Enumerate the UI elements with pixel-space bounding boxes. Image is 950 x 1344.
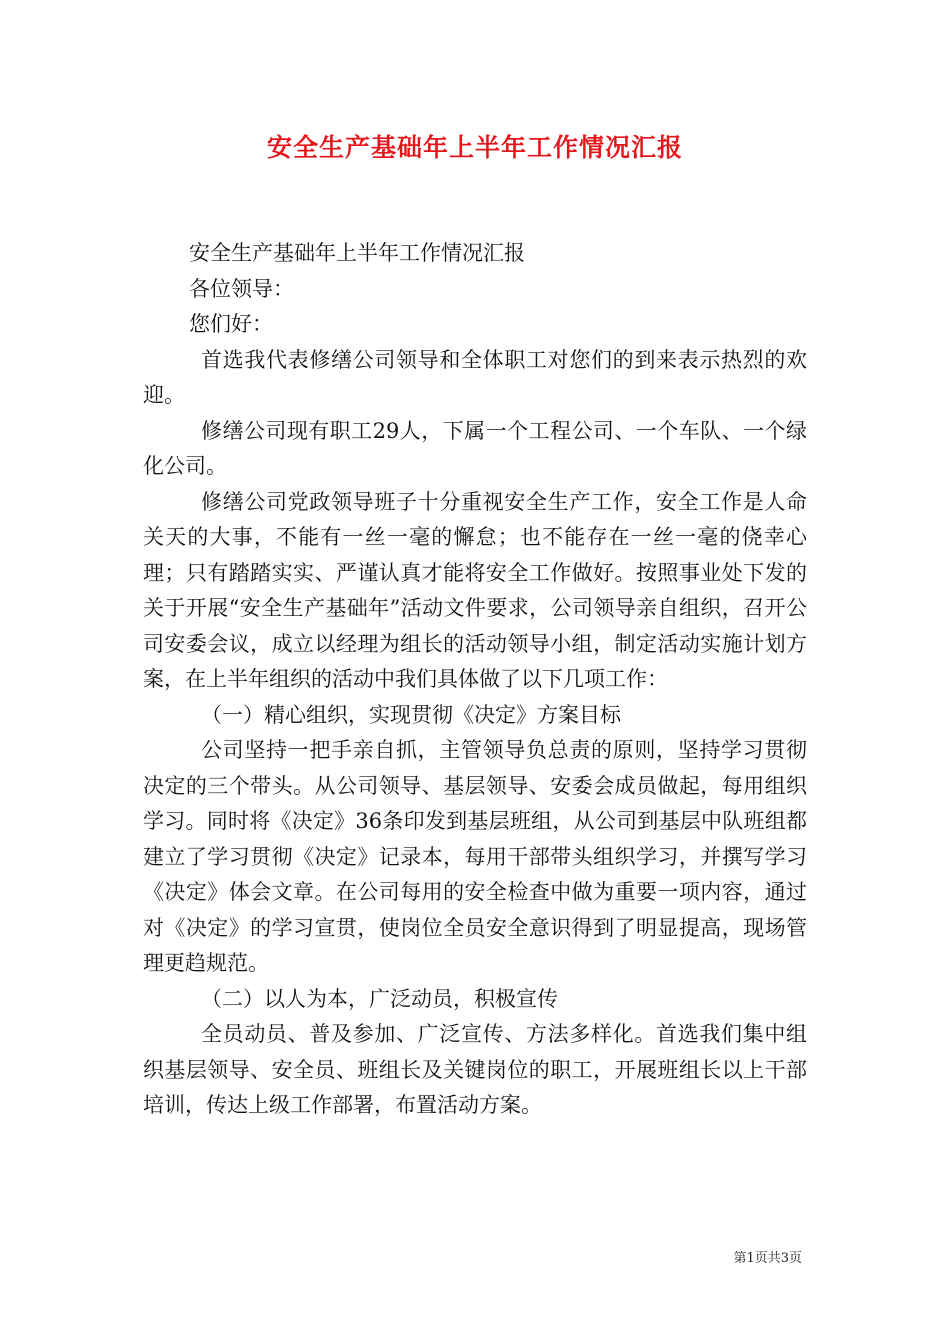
welcome-paragraph: 首选我代表修缮公司领导和全体职工对您们的到来表示热烈的欢迎。	[143, 347, 807, 407]
section-heading-1: （一）精心组织，实现贯彻《决定》方案目标	[201, 702, 621, 727]
section-1-paragraph: 公司坚持一把手亲自抓，主管领导负总责的原则，坚持学习贯彻决定的三个带头。从公司领导、基层领导、安委会成员做起，每用组织学习。同时将《决定》36条印发到基层班组，从公司到基层中队班组都建立了学习贯彻《决定》记录本，每用干部带头组织学习，并撰写学习《决定》体会文章。在公司每用的安全检查中做为重要一项内容，通过对《决定》的学习宣贯，使岗位全员安全意识得到了明显提高，现场管理更趋规范。	[143, 738, 807, 975]
greeting-paragraph: 您们好：	[189, 312, 273, 336]
company-overview-paragraph: 修缮公司现有职工29人，下属一个工程公司、一个车队、一个绿化公司。	[143, 418, 807, 478]
document-body	[143, 236, 807, 1124]
page-number-footer: 第1页共3页	[733, 1251, 802, 1266]
salutation-paragraph: 各位领导：	[189, 276, 294, 301]
document-title: 安全生产基础年上半年工作情况汇报	[266, 133, 683, 162]
safety-emphasis-paragraph: 修缮公司党政领导班子十分重视安全生产工作，安全工作是人命关天的大事，不能有一丝一毫的懈怠；也不能存在一丝一毫的侥幸心理；只有踏踏实实、严谨认真才能将安全工作做好。按照事业处下发的关于开展“安全生产基础年”活动文件要求，公司领导亲自组织，召开公司安委会议，成立以经理为组长的活动领导小组，制定活动实施计划方案，在上半年组织的活动中我们具体做了以下几项工作：	[143, 489, 807, 691]
section-2-paragraph: 全员动员、普及参加、广泛宣传、方法多样化。首选我们集中组织基层领导、安全员、班组长及关键岗位的职工，开展班组长以上干部培训，传达上级工作部署，布置活动方案。	[143, 1022, 807, 1117]
subtitle-paragraph: 安全生产基础年上半年工作情况汇报	[189, 241, 525, 265]
section-heading-2: （二）以人为本，广泛动员，积极宣传	[201, 986, 558, 1011]
